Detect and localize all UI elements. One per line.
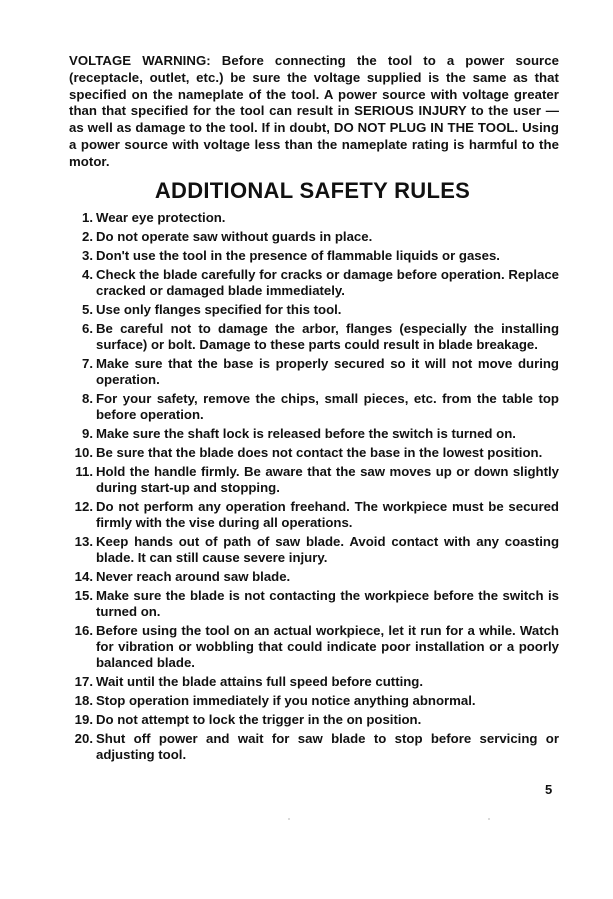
rule-text: For your safety, remove the chips, small pieces, etc. from the table top before operation. xyxy=(96,390,559,423)
voltage-warning-text: Before connecting the tool to a power source (receptacle, outlet, etc.) be sure the voltage supplied is the same as that specified on the nameplate of the tool. A power source with voltage greater than that specified for the tool can result in SERIOUS INJURY to the user — as well as damage to the tool. If in doubt, DO NOT PLUG IN THE TOOL. Using a power source with voltage less than the nameplate rating is harmful to the motor. xyxy=(69,53,560,169)
rule-number: 12. xyxy=(74,498,93,514)
rule-text: Wait until the blade attains full speed before cutting. xyxy=(96,674,424,690)
rule-text: Before using the tool on an actual workpiece, let it run for a while. Watch for vibration or wobbling that could indicate poor installation or a poorly balanced blade. xyxy=(96,622,559,671)
rule-item xyxy=(68,229,559,245)
rule-item xyxy=(68,464,559,496)
rule-number: 18. xyxy=(74,693,93,709)
rule-item xyxy=(68,569,559,585)
rule-number: 5. xyxy=(82,301,93,317)
rule-number: 8. xyxy=(82,390,93,406)
voltage-warning-paragraph xyxy=(69,53,559,171)
rule-text: Make sure the shaft lock is released before the switch is turned on. xyxy=(96,425,516,441)
rule-text: Stop operation immediately if you notice anything abnormal. xyxy=(96,693,476,709)
rule-text: Check the blade carefully for cracks or damage before operation. Replace cracked or damaged blade immediately. xyxy=(96,266,559,298)
rule-text: Never reach around saw blade. xyxy=(96,569,291,584)
rule-item xyxy=(68,499,559,531)
rule-text: Be careful not to damage the arbor, flanges (especially the installing surface) or bolt. Damage to these parts could result in blade breakage. xyxy=(96,320,559,352)
rule-text: Be sure that the blade does not contact the base in the lowest position. xyxy=(96,444,543,460)
rule-number: 6. xyxy=(82,320,93,336)
rule-number: 17. xyxy=(74,674,93,690)
rule-number: 11. xyxy=(75,463,93,479)
rule-item xyxy=(68,623,559,672)
rule-text: Keep hands out of path of saw blade. Avoid contact with any coasting blade. It can still cause severe injury. xyxy=(96,533,559,566)
rule-text: Wear eye protection. xyxy=(96,210,226,225)
rule-number: 15. xyxy=(74,587,93,603)
rule-number: 19. xyxy=(74,712,93,728)
rule-number: 1. xyxy=(82,210,93,225)
rule-item xyxy=(68,426,559,442)
rule-number: 13. xyxy=(74,533,93,549)
rule-item xyxy=(68,267,559,299)
rule-text: Shut off power and wait for saw blade to stop before servicing or adjusting tool. xyxy=(96,730,559,763)
voltage-warning-label: VOLTAGE WARNING: xyxy=(69,53,211,68)
rule-item xyxy=(68,302,559,318)
rule-item xyxy=(68,674,559,690)
rule-item xyxy=(68,391,559,423)
rule-number: 3. xyxy=(82,247,93,263)
rule-item xyxy=(68,588,559,620)
rule-item xyxy=(68,731,559,763)
rule-item xyxy=(68,445,559,461)
scan-speck xyxy=(488,818,490,820)
rule-number: 4. xyxy=(82,266,93,282)
rule-number: 7. xyxy=(82,355,93,371)
rule-text: Make sure that the base is properly secured so it will not move during operation. xyxy=(96,355,559,387)
rule-item xyxy=(68,534,559,566)
rule-item xyxy=(68,321,559,353)
rule-number: 9. xyxy=(82,425,93,441)
rule-text: Make sure the blade is not contacting the workpiece before the switch is turned on. xyxy=(96,587,559,620)
rule-item xyxy=(68,356,559,388)
rule-number: 2. xyxy=(82,228,93,244)
rule-text: Hold the handle firmly. Be aware that the saw moves up or down slightly during start-up and stopping. xyxy=(96,463,559,495)
rule-number: 16. xyxy=(74,622,93,638)
scan-speck xyxy=(288,818,290,820)
rule-text: Don't use the tool in the presence of flammable liquids or gases. xyxy=(96,247,500,263)
rule-number: 10. xyxy=(74,444,93,460)
safety-rules-list xyxy=(68,210,559,766)
rule-number: 14. xyxy=(74,569,93,584)
rule-text: Do not perform any operation freehand. The workpiece must be secured firmly with the vise during all operations. xyxy=(96,498,559,531)
rule-text: Do not operate saw without guards in place. xyxy=(96,228,373,244)
rule-item xyxy=(68,248,559,264)
page-number: 5 xyxy=(545,782,553,797)
rule-text: Use only flanges specified for this tool. xyxy=(96,301,342,317)
rule-text: Do not attempt to lock the trigger in the on position. xyxy=(96,712,422,728)
section-heading: ADDITIONAL SAFETY RULES xyxy=(154,178,471,203)
rule-item xyxy=(68,210,559,226)
rule-item xyxy=(68,712,559,728)
rule-number: 20. xyxy=(74,730,93,746)
rule-item xyxy=(68,693,559,709)
